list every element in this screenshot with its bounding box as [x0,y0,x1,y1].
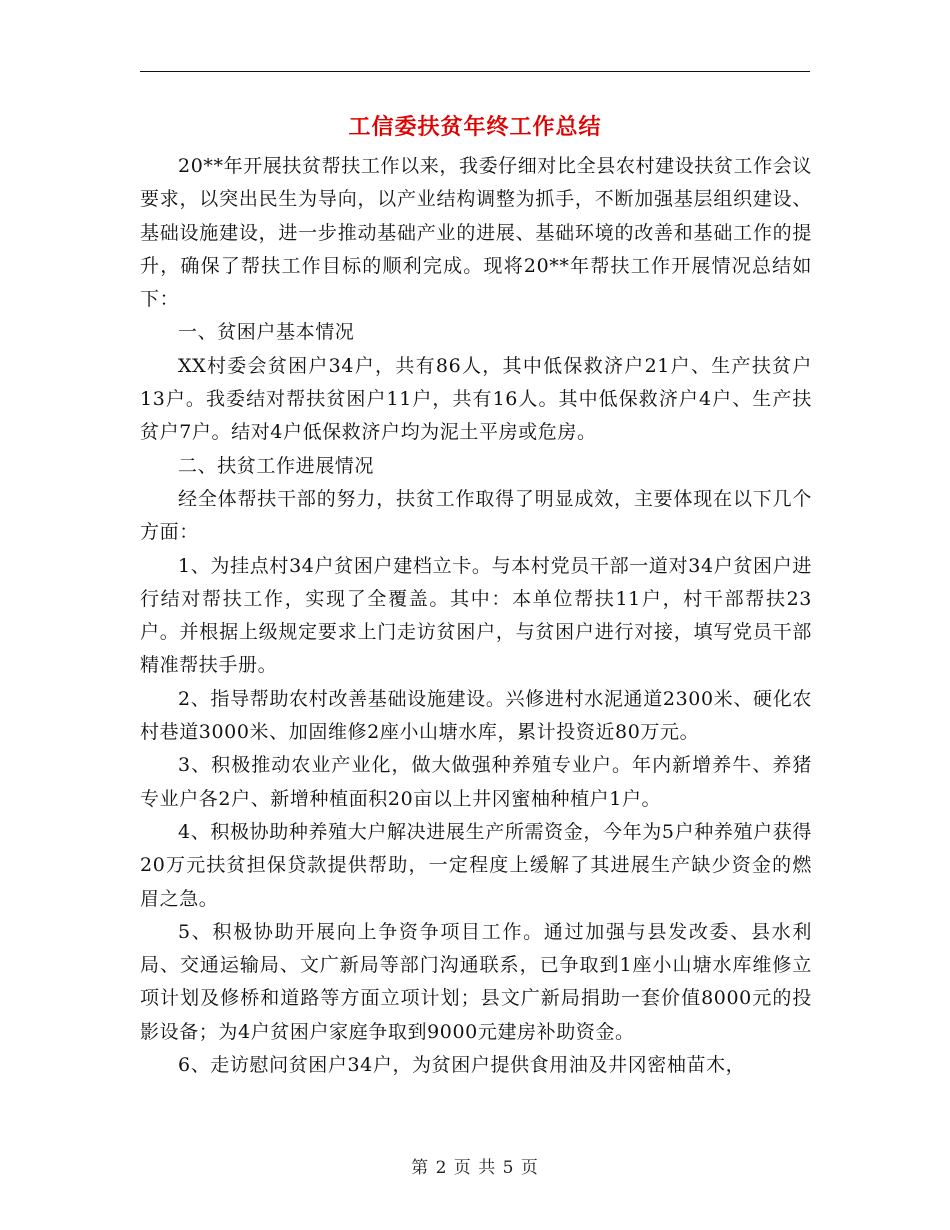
page-number: 第 2 页 共 5 页 [411,1158,539,1178]
paragraph-item-4: 4、积极协助种养殖大户解决进展生产所需资金，今年为5户种养殖户获得20万元扶贫担保贷款提供帮助，一定程度上缓解了其进展生产缺少资金的燃眉之急。 [140,820,812,910]
paragraph-item-2: 2、指导帮助农村改善基础设施建设。兴修进村水泥通道2300米、硬化农村巷道3000米、加固维修2座小山塘水库，累计投资近80万元。 [140,687,812,744]
paragraph-item-3: 3、积极推动农业产业化，做大做强种养殖专业户。年内新增养牛、养猪专业户各2户、新增种植面积20亩以上井冈蜜柚种植户1户。 [140,754,812,810]
paragraph-item-6: 6、走访慰问贫困户34户，为贫困户提供食用油及井冈密柚苗木， [178,1054,746,1077]
document-title: 工信委扶贫年终工作总结 [348,114,602,140]
paragraph-progress-summary: 经全体帮扶干部的努力，扶贫工作取得了明显成效，主要体现在以下几个方面： [140,487,812,544]
paragraph-poverty-situation: XX村委会贫困户34户，共有86人，其中低保救济户21户、生产扶贫户13户。我委结对帮扶贫困户11户，共有16人。其中低保救济户4户、生产扶贫户7户。结对4户低保救济户均为泥土平房或危房。 [140,354,812,444]
paragraph-item-5: 5、积极协助开展向上争资争项目工作。通过加强与县发改委、县水利局、交通运输局、文广新局等部门沟通联系，已争取到1座小山塘水库维修立项计划及修桥和道路等方面立项计划；县文广新局捐助一套价值8000元的投影设备；为4户贫困户家庭争取到9000元建房补助资金。 [140,920,812,1043]
document-body [140,150,812,1082]
header-rule [140,71,810,72]
section-heading-2: 二、扶贫工作进展情况 [178,454,375,477]
section-heading-1: 一、贫困户基本情况 [178,321,355,344]
page-footer [0,1153,950,1178]
paragraph-item-1: 1、为挂点村34户贫困户建档立卡。与本村党员干部一道对34户贫困户进行结对帮扶工作，实现了全覆盖。其中：本单位帮扶11户，村干部帮扶23户。并根据上级规定要求上门走访贫困户，与贫困户进行对接，填写党员干部精准帮扶手册。 [140,554,812,677]
paragraph-intro: 20**年开展扶贫帮扶工作以来，我委仔细对比全县农村建设扶贫工作会议要求，以突出民生为导向，以产业结构调整为抓手，不断加强基层组织建设、基础设施建设，进一步推动基础产业的进展、基础环境的改善和基础工作的提升，确保了帮扶工作目标的顺利完成。现将20**年帮扶工作开展情况总结如下： [140,155,812,311]
